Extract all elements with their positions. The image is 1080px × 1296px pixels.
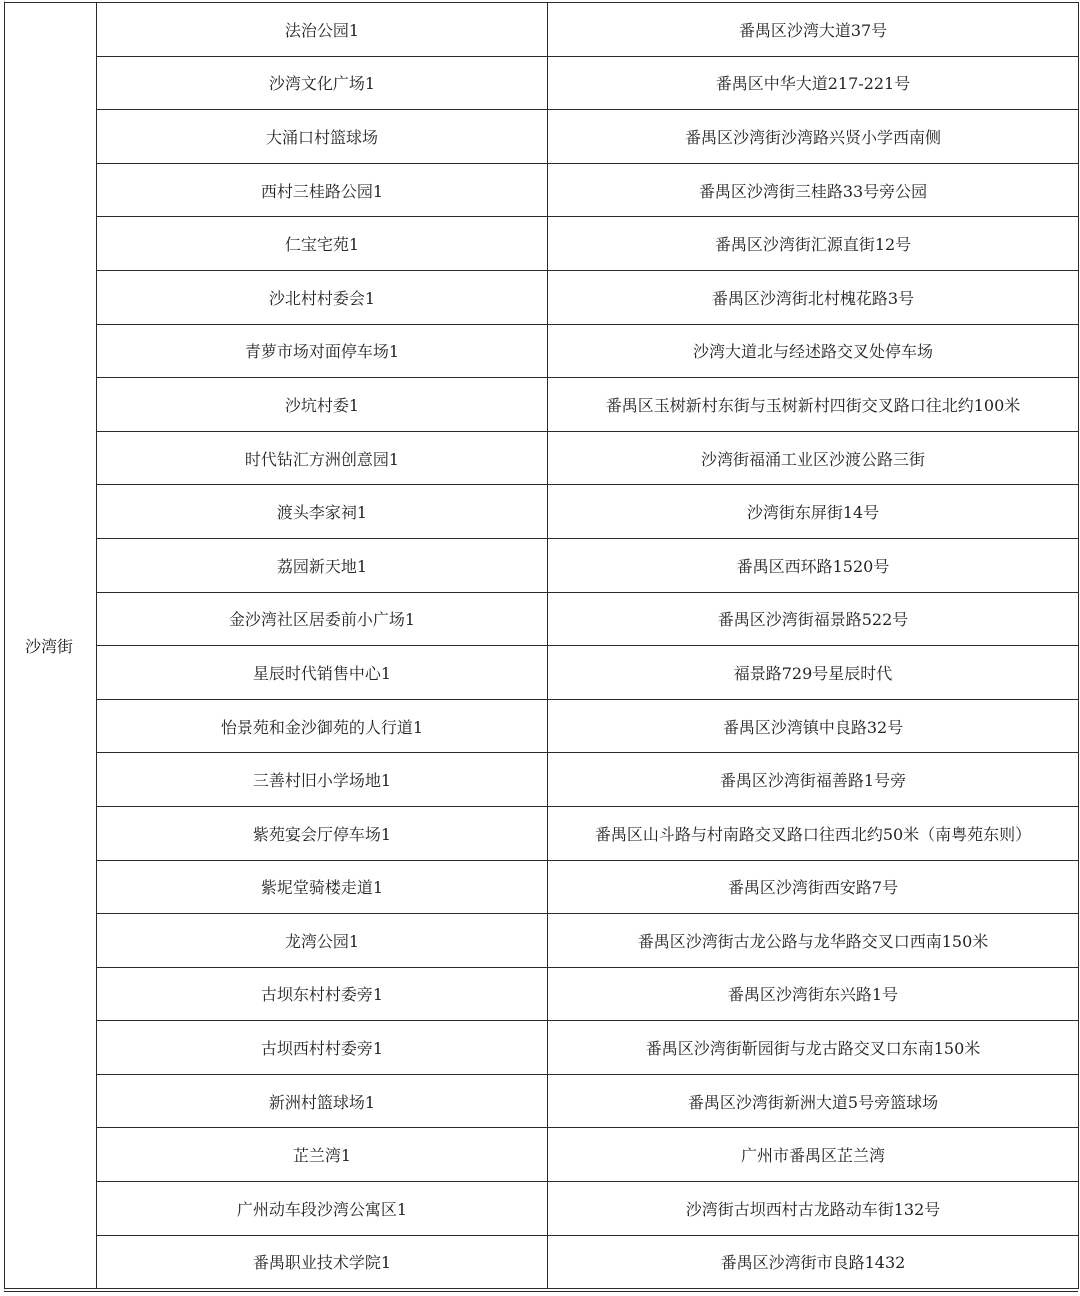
street-name-cell[interactable]: 沙湾街 — [5, 3, 97, 1289]
address-cell[interactable]: 番禺区沙湾街福景路522号 — [548, 592, 1079, 646]
table-row — [5, 3, 1079, 57]
address-cell[interactable]: 番禺区沙湾街古龙公路与龙华路交叉口西南150米 — [548, 914, 1079, 968]
location-name-cell[interactable]: 青萝市场对面停车场1 — [97, 324, 548, 378]
table-row — [5, 56, 1079, 110]
table-row — [5, 967, 1079, 1021]
address-cell[interactable]: 番禺区玉树新村东街与玉树新村四街交叉路口往北约100米 — [548, 378, 1079, 432]
table-row — [5, 1074, 1079, 1128]
table-row — [5, 592, 1079, 646]
table-row — [5, 110, 1079, 164]
address-cell[interactable]: 番禺区沙湾大道37号 — [548, 3, 1079, 57]
table-row — [5, 538, 1079, 592]
table-row — [5, 806, 1079, 860]
table-row — [5, 163, 1079, 217]
table-row — [5, 485, 1079, 539]
address-cell[interactable]: 番禺区中华大道217-221号 — [548, 56, 1079, 110]
address-cell[interactable]: 沙湾街福涌工业区沙渡公路三街 — [548, 431, 1079, 485]
location-name-cell[interactable]: 三善村旧小学场地1 — [97, 753, 548, 807]
address-cell[interactable]: 沙湾大道北与经述路交叉处停车场 — [548, 324, 1079, 378]
address-cell[interactable]: 番禺区沙湾镇中良路32号 — [548, 699, 1079, 753]
address-cell[interactable]: 番禺区沙湾街三桂路33号旁公园 — [548, 163, 1079, 217]
address-cell[interactable]: 沙湾街东屏街14号 — [548, 485, 1079, 539]
address-cell[interactable]: 沙湾街古坝西村古龙路动车街132号 — [548, 1182, 1079, 1236]
address-cell[interactable]: 番禺区沙湾街福善路1号旁 — [548, 753, 1079, 807]
address-cell[interactable]: 番禺区沙湾街汇源直街12号 — [548, 217, 1079, 271]
table-bottom-border — [4, 1291, 1078, 1292]
location-name-cell[interactable]: 番禺职业技术学院1 — [97, 1235, 548, 1289]
location-name-cell[interactable]: 古坝西村村委旁1 — [97, 1021, 548, 1075]
address-cell[interactable]: 番禺区沙湾街新洲大道5号旁篮球场 — [548, 1074, 1079, 1128]
location-name-cell[interactable]: 荔园新天地1 — [97, 538, 548, 592]
table-row — [5, 753, 1079, 807]
table-row — [5, 324, 1079, 378]
table-row — [5, 699, 1079, 753]
location-name-cell[interactable]: 时代钻汇方洲创意园1 — [97, 431, 548, 485]
table-row — [5, 378, 1079, 432]
address-cell[interactable]: 番禺区山斗路与村南路交叉路口往西北约50米（南粤苑东则） — [548, 806, 1079, 860]
table-row — [5, 1182, 1079, 1236]
location-name-cell[interactable]: 龙湾公园1 — [97, 914, 548, 968]
address-cell[interactable]: 番禺区沙湾街市良路1432 — [548, 1235, 1079, 1289]
table-row — [5, 270, 1079, 324]
table-row — [5, 860, 1079, 914]
location-name-cell[interactable]: 沙北村村委会1 — [97, 270, 548, 324]
table-row — [5, 646, 1079, 700]
location-name-cell[interactable]: 广州动车段沙湾公寓区1 — [97, 1182, 548, 1236]
table-row — [5, 217, 1079, 271]
table-row — [5, 1128, 1079, 1182]
location-name-cell[interactable]: 芷兰湾1 — [97, 1128, 548, 1182]
address-cell[interactable]: 番禺区西环路1520号 — [548, 538, 1079, 592]
table-row — [5, 914, 1079, 968]
location-name-cell[interactable]: 法治公园1 — [97, 3, 548, 57]
table-row — [5, 1235, 1079, 1289]
address-cell[interactable]: 福景路729号星辰时代 — [548, 646, 1079, 700]
location-name-cell[interactable]: 古坝东村村委旁1 — [97, 967, 548, 1021]
location-name-cell[interactable]: 紫坭堂骑楼走道1 — [97, 860, 548, 914]
location-name-cell[interactable]: 怡景苑和金沙御苑的人行道1 — [97, 699, 548, 753]
address-cell[interactable]: 番禺区沙湾街东兴路1号 — [548, 967, 1079, 1021]
location-table — [4, 2, 1079, 1289]
address-cell[interactable]: 番禺区沙湾街西安路7号 — [548, 860, 1079, 914]
address-cell[interactable]: 广州市番禺区芷兰湾 — [548, 1128, 1079, 1182]
address-cell[interactable]: 番禺区沙湾街靳园街与龙古路交叉口东南150米 — [548, 1021, 1079, 1075]
table-row — [5, 431, 1079, 485]
address-cell[interactable]: 番禺区沙湾街北村槐花路3号 — [548, 270, 1079, 324]
location-name-cell[interactable]: 沙坑村委1 — [97, 378, 548, 432]
location-name-cell[interactable]: 仁宝宅苑1 — [97, 217, 548, 271]
address-cell[interactable]: 番禺区沙湾街沙湾路兴贤小学西南侧 — [548, 110, 1079, 164]
location-name-cell[interactable]: 星辰时代销售中心1 — [97, 646, 548, 700]
location-name-cell[interactable]: 新洲村篮球场1 — [97, 1074, 548, 1128]
location-name-cell[interactable]: 紫苑宴会厅停车场1 — [97, 806, 548, 860]
table-row — [5, 1021, 1079, 1075]
location-name-cell[interactable]: 大涌口村篮球场 — [97, 110, 548, 164]
location-name-cell[interactable]: 西村三桂路公园1 — [97, 163, 548, 217]
location-name-cell[interactable]: 沙湾文化广场1 — [97, 56, 548, 110]
location-name-cell[interactable]: 金沙湾社区居委前小广场1 — [97, 592, 548, 646]
location-name-cell[interactable]: 渡头李家祠1 — [97, 485, 548, 539]
